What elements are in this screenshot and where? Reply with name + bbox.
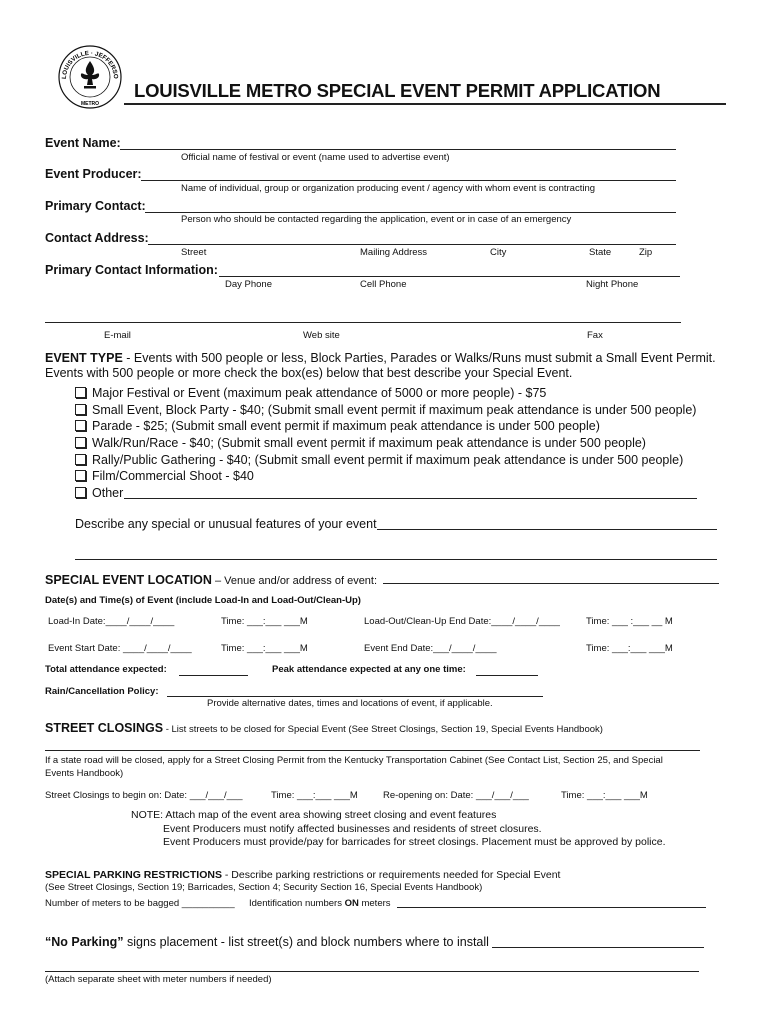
event-end-date[interactable]: Event End Date:___/____/____ (364, 643, 497, 654)
identification-label: Identification numbers ON meters (249, 898, 391, 909)
email-caption: E-mail (104, 330, 131, 341)
checkbox[interactable] (75, 487, 86, 498)
note-line-3: Event Producers must provide/pay for barricades for street closings. Placement must be approved by police. (163, 836, 666, 848)
closing-begin-time[interactable]: Time: ___:___ ___M (271, 790, 358, 801)
street-closings-heading: STREET CLOSINGS (45, 721, 164, 735)
location-heading-row (45, 571, 377, 589)
checkbox[interactable] (75, 454, 86, 465)
street-closings-sub: - List streets to be closed for Special Event (See Street Closings, Section 19, Special Events Handbook) (163, 724, 603, 735)
no-parking-row (45, 935, 489, 949)
address-state-caption: State (589, 247, 612, 258)
event-type-option[interactable]: Major Festival or Event (maximum peak attendance of 5000 or more people) - $75 (75, 386, 546, 400)
event-type-intro-1: - Events with 500 people or less, Block Parties, Parades or Walks/Runs must submit a Small Event Permit. (122, 351, 716, 365)
checkbox[interactable] (75, 420, 86, 431)
reopen-time[interactable]: Time: ___:___ ___M (561, 790, 648, 801)
event-type-option[interactable]: Rally/Public Gathering - $40; (Submit small event permit if maximum peak attendance is under 500 people) (75, 453, 683, 467)
parking-sub: - Describe parking restrictions or requirements needed for Special Event (221, 869, 561, 881)
event-producer-field[interactable] (141, 180, 676, 181)
street-closings-row (45, 719, 603, 737)
event-start-date[interactable]: Event Start Date: ____/____/____ (48, 643, 192, 654)
address-mailing-caption: Mailing Address (360, 247, 428, 258)
state-road-note-1: If a state road will be closed, apply for a Street Closing Permit from the Kentucky Transportation Cabinet (See Contact List, Section 25, and Special (45, 755, 663, 766)
location-heading: SPECIAL EVENT LOCATION (45, 573, 212, 587)
night-phone-caption: Night Phone (586, 279, 639, 290)
checkbox[interactable] (75, 470, 86, 481)
state-road-note-2: Events Handbook) (45, 768, 124, 779)
no-parking-label: “No Parking” (45, 935, 124, 949)
note-line-2: Event Producers must notify affected businesses and residents of street closures. (163, 823, 542, 835)
checkbox[interactable] (75, 387, 86, 398)
event-type-option[interactable]: Small Event, Block Party - $40; (Submit small event permit if maximum peak attendance is under 500 people) (75, 403, 696, 417)
identification-field[interactable] (397, 907, 706, 908)
svg-text:LOUISVILLE · JEFFERSON COUNTY: LOUISVILLE · JEFFERSO (60, 49, 120, 80)
meters-bagged[interactable]: Number of meters to be bagged __________ (45, 898, 235, 909)
checkbox[interactable] (75, 404, 86, 415)
parking-ref: (See Street Closings, Section 19; Barricades, Section 4; Security Section 16, Special Events Handbook) (45, 882, 483, 893)
primary-contact-field[interactable] (145, 212, 676, 213)
contact-address-field[interactable] (148, 244, 676, 245)
event-type-option-other[interactable]: Other (75, 486, 123, 500)
page-title: LOUISVILLE METRO SPECIAL EVENT PERMIT APPLICATION (134, 80, 661, 101)
event-producer-label: Event Producer: (45, 167, 142, 181)
attach-note: (Attach separate sheet with meter numbers if needed) (45, 974, 272, 985)
website-caption: Web site (303, 330, 340, 341)
event-producer-help: Name of individual, group or organization producing event / agency with whom event is contracting (181, 183, 596, 194)
total-attendance-label: Total attendance expected: (45, 664, 167, 675)
event-name-field[interactable] (120, 149, 676, 150)
cell-phone-caption: Cell Phone (360, 279, 407, 290)
day-phone-caption: Day Phone (225, 279, 273, 290)
describe-features-field-2[interactable] (75, 559, 717, 560)
describe-features-field[interactable] (377, 529, 717, 530)
event-type-option[interactable]: Walk/Run/Race - $40; (Submit small event permit if maximum peak attendance is under 500 people) (75, 436, 646, 450)
note-line-1: NOTE: Attach map of the event area showing street closing and event features (131, 809, 497, 821)
address-city-caption: City (490, 247, 507, 258)
checkbox[interactable] (75, 437, 86, 448)
event-type-option[interactable]: Film/Commercial Shoot - $40 (75, 469, 254, 483)
event-end-time[interactable]: Time: ___:___ ___M (586, 643, 673, 654)
address-street-caption: Street (181, 247, 207, 258)
event-start-time[interactable]: Time: ___:___ ___M (221, 643, 308, 654)
address-zip-caption: Zip (639, 247, 653, 258)
closing-begin-date[interactable]: Street Closings to begin on: Date: ___/___/___ (45, 790, 243, 801)
parking-heading: SPECIAL PARKING RESTRICTIONS (45, 869, 222, 881)
no-parking-rest: signs placement - list street(s) and block numbers where to install (123, 935, 489, 949)
primary-contact-info-field[interactable] (219, 276, 680, 277)
venue-field[interactable] (383, 583, 719, 584)
primary-contact-help: Person who should be contacted regarding the application, event or in case of an emergency (181, 214, 572, 225)
load-out-time[interactable]: Time: ___ :___ __ M (586, 616, 673, 627)
event-type-intro (45, 351, 716, 365)
primary-contact-label: Primary Contact: (45, 199, 146, 213)
event-type-heading: EVENT TYPE (45, 351, 123, 365)
rain-policy-help: Provide alternative dates, times and locations of event, if applicable. (207, 698, 493, 709)
load-in-date[interactable]: Load-In Date:____/____/____ (48, 616, 175, 627)
load-in-time[interactable]: Time: ___:___ ___M (221, 616, 308, 627)
rain-policy-field[interactable] (167, 696, 543, 697)
event-name-help: Official name of festival or event (name used to advertise event) (181, 152, 450, 163)
title-underline (124, 103, 726, 105)
fax-caption: Fax (587, 330, 603, 341)
primary-contact-info-label: Primary Contact Information: (45, 263, 218, 277)
peak-attendance-field[interactable] (476, 675, 538, 676)
total-attendance-field[interactable] (179, 675, 248, 676)
dates-heading: Date(s) and Time(s) of Event (include Load-In and Load-Out/Clean-Up) (45, 595, 361, 606)
parking-heading-row (45, 869, 560, 881)
event-type-option[interactable]: Parade - $25; (Submit small event permit if maximum peak attendance is under 500 people) (75, 419, 600, 433)
load-out-date[interactable]: Load-Out/Clean-Up End Date:____/____/____ (364, 616, 560, 627)
metro-seal-logo (58, 45, 122, 109)
other-field[interactable] (124, 498, 697, 499)
event-type-intro-2: Events with 500 people or more check the box(es) below that best describe your Special Event. (45, 366, 573, 380)
svg-text:METRO: METRO (80, 101, 100, 107)
no-parking-field-2[interactable] (45, 971, 699, 972)
reopen-date[interactable]: Re-opening on: Date: ___/___/___ (383, 790, 529, 801)
event-name-label: Event Name: (45, 136, 121, 150)
no-parking-field[interactable] (492, 947, 704, 948)
location-sub: – Venue and/or address of event: (211, 575, 378, 587)
peak-attendance-label: Peak attendance expected at any one time: (272, 664, 466, 675)
email-web-fax-field[interactable] (45, 322, 681, 323)
contact-address-label: Contact Address: (45, 231, 149, 245)
street-closings-field[interactable] (45, 750, 700, 751)
describe-features-label: Describe any special or unusual features of your event (75, 517, 377, 531)
rain-policy-label: Rain/Cancellation Policy: (45, 686, 159, 697)
